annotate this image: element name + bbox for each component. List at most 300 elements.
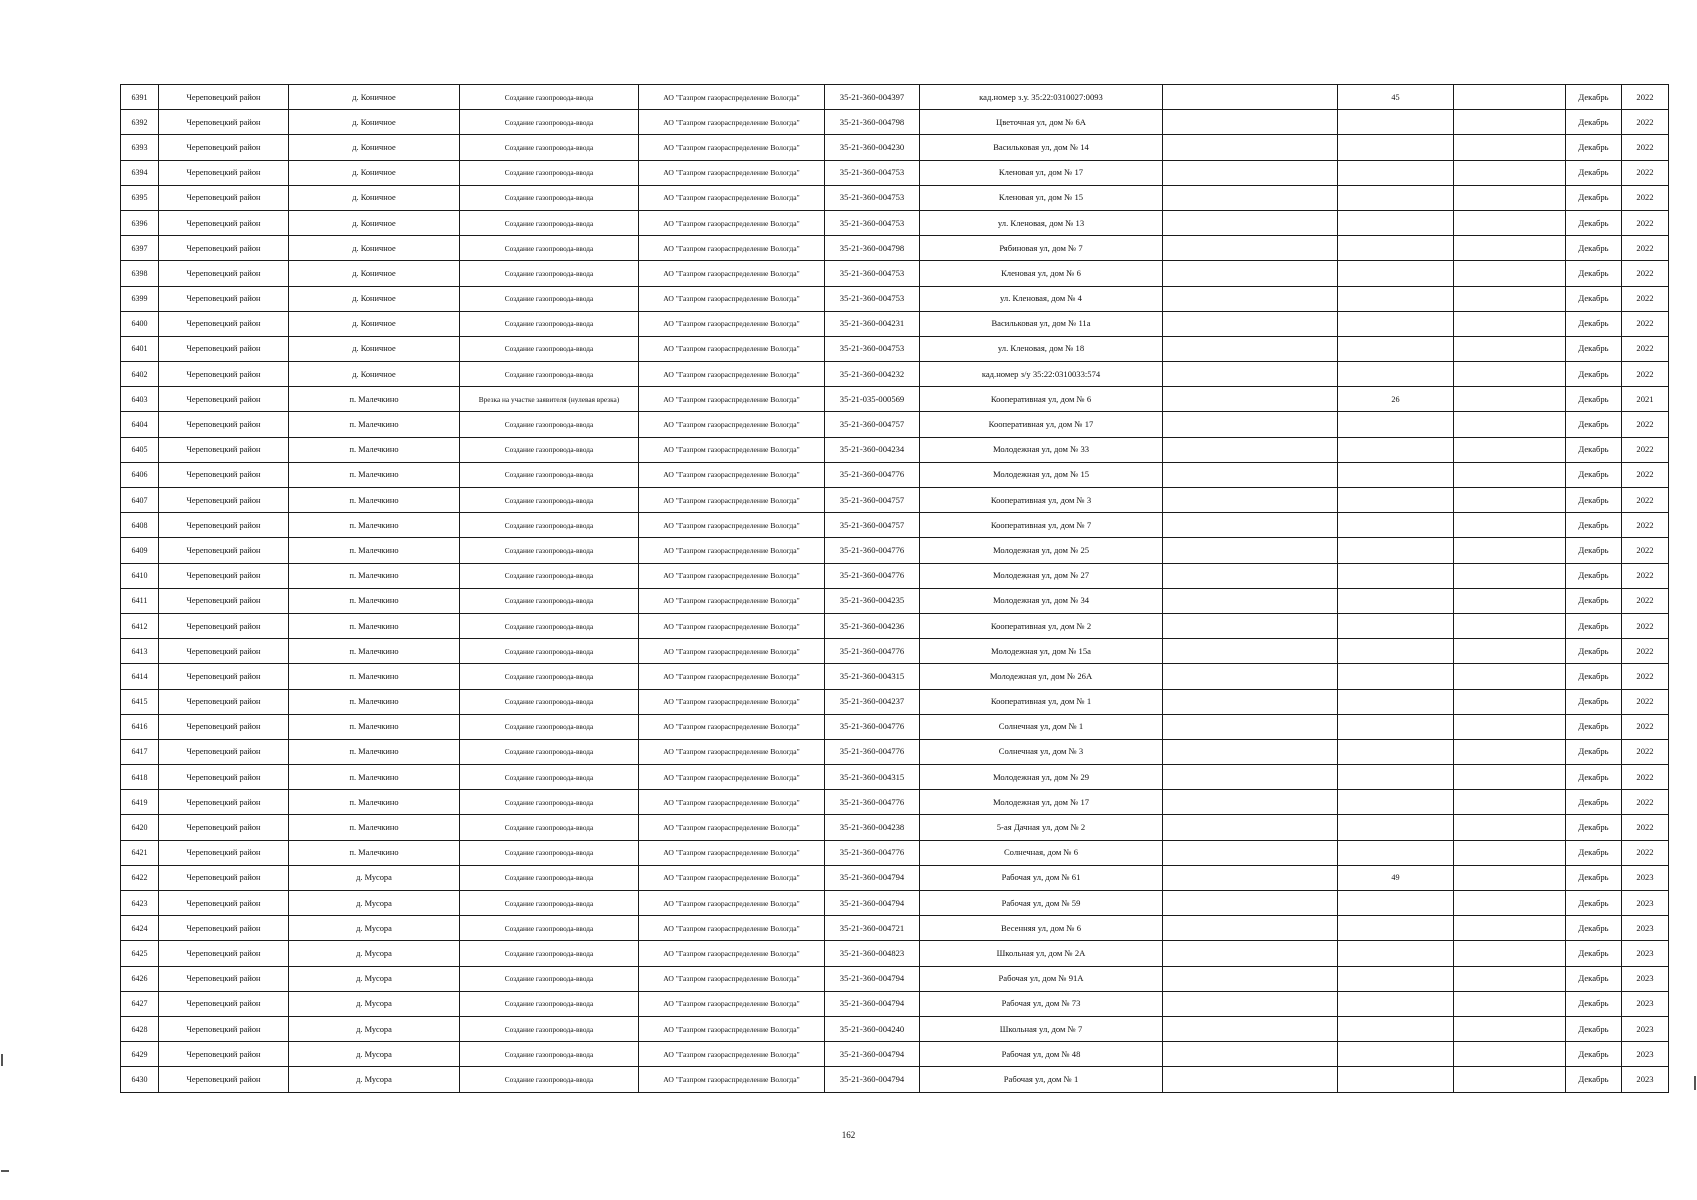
table-row: [121, 639, 1669, 664]
cadastral-number-cell: 35-21-360-004794: [825, 1067, 920, 1092]
work-type-cell: Создание газопровода-ввода: [460, 135, 639, 160]
row-id-cell: 6418: [121, 765, 159, 790]
table-row: [121, 286, 1669, 311]
month-cell: Декабрь: [1566, 362, 1622, 387]
address-cell: Весенняя ул, дом № 6: [920, 916, 1163, 941]
address-cell: кад.номер з/у 35:22:0310033:574: [920, 362, 1163, 387]
district-cell: Череповецкий район: [159, 412, 289, 437]
count-cell: [1338, 1016, 1454, 1041]
month-cell: Декабрь: [1566, 462, 1622, 487]
row-id-cell: 6429: [121, 1042, 159, 1067]
year-cell: 2022: [1622, 689, 1669, 714]
table-row: [121, 840, 1669, 865]
work-type-cell: Создание газопровода-ввода: [460, 613, 639, 638]
address-cell: Молодежная ул, дом № 15а: [920, 639, 1163, 664]
address-cell: Школьная ул, дом № 2А: [920, 941, 1163, 966]
table-row: [121, 765, 1669, 790]
year-cell: 2022: [1622, 286, 1669, 311]
work-type-cell: Врезка на участке заявителя (нулевая врезка): [460, 387, 639, 412]
operator-cell: АО "Газпром газораспределение Вологда": [639, 311, 825, 336]
table-row: [121, 261, 1669, 286]
month-cell: Декабрь: [1566, 966, 1622, 991]
count-cell: [1338, 739, 1454, 764]
cadastral-number-cell: 35-21-360-004776: [825, 739, 920, 764]
operator-cell: АО "Газпром газораспределение Вологда": [639, 462, 825, 487]
empty-cell: [1163, 865, 1338, 890]
empty-cell: [1454, 790, 1566, 815]
locality-cell: п. Малечкино: [289, 437, 460, 462]
operator-cell: АО "Газпром газораспределение Вологда": [639, 336, 825, 361]
month-cell: Декабрь: [1566, 135, 1622, 160]
district-cell: Череповецкий район: [159, 689, 289, 714]
work-type-cell: Создание газопровода-ввода: [460, 336, 639, 361]
table-row: [121, 815, 1669, 840]
row-id-cell: 6417: [121, 739, 159, 764]
table-row: [121, 941, 1669, 966]
empty-cell: [1163, 714, 1338, 739]
table-row: [121, 689, 1669, 714]
address-cell: ул. Кленовая, дом № 13: [920, 210, 1163, 235]
empty-cell: [1163, 639, 1338, 664]
month-cell: Декабрь: [1566, 488, 1622, 513]
count-cell: [1338, 462, 1454, 487]
locality-cell: п. Малечкино: [289, 840, 460, 865]
district-cell: Череповецкий район: [159, 538, 289, 563]
empty-cell: [1163, 613, 1338, 638]
locality-cell: п. Малечкино: [289, 513, 460, 538]
locality-cell: д. Мусора: [289, 916, 460, 941]
operator-cell: АО "Газпром газораспределение Вологда": [639, 865, 825, 890]
work-type-cell: Создание газопровода-ввода: [460, 916, 639, 941]
empty-cell: [1454, 815, 1566, 840]
district-cell: Череповецкий район: [159, 110, 289, 135]
row-id-cell: 6427: [121, 991, 159, 1016]
operator-cell: АО "Газпром газораспределение Вологда": [639, 1067, 825, 1092]
empty-cell: [1163, 1042, 1338, 1067]
table-row: [121, 891, 1669, 916]
work-type-cell: Создание газопровода-ввода: [460, 588, 639, 613]
year-cell: 2022: [1622, 563, 1669, 588]
locality-cell: п. Малечкино: [289, 815, 460, 840]
year-cell: 2022: [1622, 513, 1669, 538]
table-row: [121, 865, 1669, 890]
locality-cell: д. Мусора: [289, 891, 460, 916]
work-type-cell: Создание газопровода-ввода: [460, 714, 639, 739]
locality-cell: д. Коничное: [289, 110, 460, 135]
district-cell: Череповецкий район: [159, 135, 289, 160]
year-cell: 2023: [1622, 916, 1669, 941]
address-cell: Кленовая ул, дом № 17: [920, 160, 1163, 185]
empty-cell: [1454, 437, 1566, 462]
operator-cell: АО "Газпром газораспределение Вологда": [639, 639, 825, 664]
count-cell: 45: [1338, 85, 1454, 110]
count-cell: [1338, 437, 1454, 462]
address-cell: ул. Кленовая, дом № 18: [920, 336, 1163, 361]
month-cell: Декабрь: [1566, 1042, 1622, 1067]
row-id-cell: 6393: [121, 135, 159, 160]
count-cell: [1338, 588, 1454, 613]
table-row: [121, 613, 1669, 638]
table-row: [121, 966, 1669, 991]
row-id-cell: 6400: [121, 311, 159, 336]
operator-cell: АО "Газпром газораспределение Вологда": [639, 286, 825, 311]
month-cell: Декабрь: [1566, 941, 1622, 966]
row-id-cell: 6394: [121, 160, 159, 185]
empty-cell: [1163, 362, 1338, 387]
count-cell: [1338, 966, 1454, 991]
district-cell: Череповецкий район: [159, 286, 289, 311]
locality-cell: п. Малечкино: [289, 639, 460, 664]
address-cell: Кленовая ул, дом № 6: [920, 261, 1163, 286]
work-type-cell: Создание газопровода-ввода: [460, 765, 639, 790]
address-cell: Солнечная ул, дом № 1: [920, 714, 1163, 739]
empty-cell: [1163, 336, 1338, 361]
operator-cell: АО "Газпром газораспределение Вологда": [639, 437, 825, 462]
district-cell: Череповецкий район: [159, 714, 289, 739]
address-cell: Кооперативная ул, дом № 7: [920, 513, 1163, 538]
work-type-cell: Создание газопровода-ввода: [460, 563, 639, 588]
cadastral-number-cell: 35-21-360-004315: [825, 664, 920, 689]
row-id-cell: 6421: [121, 840, 159, 865]
district-cell: Череповецкий район: [159, 664, 289, 689]
empty-cell: [1454, 689, 1566, 714]
empty-cell: [1163, 286, 1338, 311]
row-id-cell: 6395: [121, 185, 159, 210]
count-cell: [1338, 916, 1454, 941]
district-cell: Череповецкий район: [159, 513, 289, 538]
empty-cell: [1454, 160, 1566, 185]
work-type-cell: Создание газопровода-ввода: [460, 790, 639, 815]
cadastral-number-cell: 35-21-360-004823: [825, 941, 920, 966]
year-cell: 2022: [1622, 613, 1669, 638]
month-cell: Декабрь: [1566, 739, 1622, 764]
district-cell: Череповецкий район: [159, 362, 289, 387]
table-row: [121, 110, 1669, 135]
count-cell: [1338, 135, 1454, 160]
operator-cell: АО "Газпром газораспределение Вологда": [639, 966, 825, 991]
address-cell: Солнечная ул, дом № 3: [920, 739, 1163, 764]
count-cell: [1338, 613, 1454, 638]
empty-cell: [1163, 790, 1338, 815]
month-cell: Декабрь: [1566, 160, 1622, 185]
locality-cell: д. Коничное: [289, 135, 460, 160]
empty-cell: [1163, 840, 1338, 865]
empty-cell: [1454, 210, 1566, 235]
district-cell: Череповецкий район: [159, 85, 289, 110]
empty-cell: [1454, 613, 1566, 638]
empty-cell: [1163, 966, 1338, 991]
operator-cell: АО "Газпром газораспределение Вологда": [639, 689, 825, 714]
left-edge-mark: [1, 1054, 3, 1066]
empty-cell: [1163, 185, 1338, 210]
month-cell: Декабрь: [1566, 286, 1622, 311]
district-cell: Череповецкий район: [159, 488, 289, 513]
district-cell: Череповецкий район: [159, 639, 289, 664]
locality-cell: п. Малечкино: [289, 488, 460, 513]
cadastral-number-cell: 35-21-360-004234: [825, 437, 920, 462]
empty-cell: [1454, 941, 1566, 966]
row-id-cell: 6404: [121, 412, 159, 437]
district-cell: Череповецкий район: [159, 891, 289, 916]
district-cell: Череповецкий район: [159, 815, 289, 840]
empty-cell: [1454, 865, 1566, 890]
operator-cell: АО "Газпром газораспределение Вологда": [639, 1042, 825, 1067]
month-cell: Декабрь: [1566, 714, 1622, 739]
work-type-cell: Создание газопровода-ввода: [460, 865, 639, 890]
address-cell: Молодежная ул, дом № 27: [920, 563, 1163, 588]
locality-cell: п. Малечкино: [289, 462, 460, 487]
operator-cell: АО "Газпром газораспределение Вологда": [639, 739, 825, 764]
district-cell: Череповецкий район: [159, 840, 289, 865]
month-cell: Декабрь: [1566, 664, 1622, 689]
address-cell: Молодежная ул, дом № 25: [920, 538, 1163, 563]
locality-cell: д. Коничное: [289, 160, 460, 185]
address-cell: Кооперативная ул, дом № 3: [920, 488, 1163, 513]
empty-cell: [1163, 891, 1338, 916]
month-cell: Декабрь: [1566, 765, 1622, 790]
locality-cell: д. Мусора: [289, 1067, 460, 1092]
count-cell: [1338, 563, 1454, 588]
operator-cell: АО "Газпром газораспределение Вологда": [639, 941, 825, 966]
year-cell: 2023: [1622, 1042, 1669, 1067]
operator-cell: АО "Газпром газораспределение Вологда": [639, 110, 825, 135]
address-cell: Васильковая ул, дом № 14: [920, 135, 1163, 160]
month-cell: Декабрь: [1566, 261, 1622, 286]
table-row: [121, 462, 1669, 487]
locality-cell: д. Коничное: [289, 261, 460, 286]
empty-cell: [1163, 261, 1338, 286]
address-cell: Кооперативная ул, дом № 2: [920, 613, 1163, 638]
district-cell: Череповецкий район: [159, 437, 289, 462]
year-cell: 2022: [1622, 85, 1669, 110]
row-id-cell: 6408: [121, 513, 159, 538]
address-cell: Кооперативная ул, дом № 6: [920, 387, 1163, 412]
district-cell: Череповецкий район: [159, 865, 289, 890]
cadastral-number-cell: 35-21-360-004721: [825, 916, 920, 941]
empty-cell: [1163, 311, 1338, 336]
table-row: [121, 1067, 1669, 1092]
address-cell: Молодежная ул, дом № 17: [920, 790, 1163, 815]
operator-cell: АО "Газпром газораспределение Вологда": [639, 840, 825, 865]
district-cell: Череповецкий район: [159, 185, 289, 210]
address-cell: Молодежная ул, дом № 34: [920, 588, 1163, 613]
year-cell: 2022: [1622, 236, 1669, 261]
locality-cell: д. Коничное: [289, 236, 460, 261]
count-cell: [1338, 991, 1454, 1016]
year-cell: 2022: [1622, 664, 1669, 689]
work-type-cell: Создание газопровода-ввода: [460, 538, 639, 563]
operator-cell: АО "Газпром газораспределение Вологда": [639, 261, 825, 286]
district-cell: Череповецкий район: [159, 563, 289, 588]
count-cell: [1338, 714, 1454, 739]
work-type-cell: Создание газопровода-ввода: [460, 160, 639, 185]
work-type-cell: Создание газопровода-ввода: [460, 210, 639, 235]
cadastral-number-cell: 35-21-360-004397: [825, 85, 920, 110]
district-cell: Череповецкий район: [159, 941, 289, 966]
empty-cell: [1163, 941, 1338, 966]
count-cell: [1338, 286, 1454, 311]
row-id-cell: 6409: [121, 538, 159, 563]
operator-cell: АО "Газпром газораспределение Вологда": [639, 815, 825, 840]
month-cell: Декабрь: [1566, 588, 1622, 613]
work-type-cell: Создание газопровода-ввода: [460, 966, 639, 991]
year-cell: 2022: [1622, 739, 1669, 764]
empty-cell: [1163, 916, 1338, 941]
address-cell: Молодежная ул, дом № 26А: [920, 664, 1163, 689]
table-row: [121, 538, 1669, 563]
count-cell: [1338, 412, 1454, 437]
work-type-cell: Создание газопровода-ввода: [460, 739, 639, 764]
table-row: [121, 210, 1669, 235]
empty-cell: [1454, 639, 1566, 664]
cadastral-number-cell: 35-21-360-004235: [825, 588, 920, 613]
address-cell: Кленовая ул, дом № 15: [920, 185, 1163, 210]
locality-cell: д. Мусора: [289, 966, 460, 991]
gasification-table: [120, 84, 1669, 1093]
address-cell: Рабочая ул, дом № 48: [920, 1042, 1163, 1067]
cadastral-number-cell: 35-21-360-004232: [825, 362, 920, 387]
locality-cell: п. Малечкино: [289, 689, 460, 714]
empty-cell: [1163, 488, 1338, 513]
address-cell: Васильковая ул, дом № 11а: [920, 311, 1163, 336]
empty-cell: [1163, 85, 1338, 110]
cadastral-number-cell: 35-21-360-004230: [825, 135, 920, 160]
cadastral-number-cell: 35-21-360-004237: [825, 689, 920, 714]
locality-cell: п. Малечкино: [289, 563, 460, 588]
address-cell: Школьная ул, дом № 7: [920, 1016, 1163, 1041]
year-cell: 2022: [1622, 815, 1669, 840]
address-cell: ул. Кленовая, дом № 4: [920, 286, 1163, 311]
right-edge-mark: [1694, 1076, 1696, 1090]
empty-cell: [1454, 538, 1566, 563]
table-row: [121, 412, 1669, 437]
empty-cell: [1454, 185, 1566, 210]
address-cell: Молодежная ул, дом № 15: [920, 462, 1163, 487]
empty-cell: [1163, 437, 1338, 462]
count-cell: [1338, 941, 1454, 966]
work-type-cell: Создание газопровода-ввода: [460, 639, 639, 664]
month-cell: Декабрь: [1566, 840, 1622, 865]
month-cell: Декабрь: [1566, 563, 1622, 588]
address-cell: Рабочая ул, дом № 59: [920, 891, 1163, 916]
locality-cell: д. Мусора: [289, 1016, 460, 1041]
empty-cell: [1454, 714, 1566, 739]
locality-cell: п. Малечкино: [289, 412, 460, 437]
row-id-cell: 6423: [121, 891, 159, 916]
month-cell: Декабрь: [1566, 991, 1622, 1016]
count-cell: [1338, 840, 1454, 865]
locality-cell: д. Коничное: [289, 336, 460, 361]
row-id-cell: 6430: [121, 1067, 159, 1092]
row-id-cell: 6415: [121, 689, 159, 714]
count-cell: [1338, 236, 1454, 261]
month-cell: Декабрь: [1566, 236, 1622, 261]
locality-cell: д. Коничное: [289, 311, 460, 336]
locality-cell: д. Мусора: [289, 1042, 460, 1067]
table-row: [121, 714, 1669, 739]
month-cell: Декабрь: [1566, 891, 1622, 916]
locality-cell: п. Малечкино: [289, 664, 460, 689]
cadastral-number-cell: 35-21-360-004753: [825, 160, 920, 185]
work-type-cell: Создание газопровода-ввода: [460, 815, 639, 840]
year-cell: 2022: [1622, 765, 1669, 790]
year-cell: 2021: [1622, 387, 1669, 412]
year-cell: 2022: [1622, 714, 1669, 739]
operator-cell: АО "Газпром газораспределение Вологда": [639, 387, 825, 412]
row-id-cell: 6419: [121, 790, 159, 815]
locality-cell: д. Коничное: [289, 185, 460, 210]
row-id-cell: 6412: [121, 613, 159, 638]
locality-cell: п. Малечкино: [289, 790, 460, 815]
address-cell: Кооперативная ул, дом № 17: [920, 412, 1163, 437]
row-id-cell: 6403: [121, 387, 159, 412]
locality-cell: п. Малечкино: [289, 714, 460, 739]
empty-cell: [1163, 210, 1338, 235]
district-cell: Череповецкий район: [159, 236, 289, 261]
row-id-cell: 6416: [121, 714, 159, 739]
month-cell: Декабрь: [1566, 639, 1622, 664]
month-cell: Декабрь: [1566, 311, 1622, 336]
empty-cell: [1163, 462, 1338, 487]
year-cell: 2023: [1622, 991, 1669, 1016]
empty-cell: [1454, 362, 1566, 387]
page-number: 162: [841, 1130, 856, 1140]
empty-cell: [1454, 336, 1566, 361]
month-cell: Декабрь: [1566, 185, 1622, 210]
district-cell: Череповецкий район: [159, 160, 289, 185]
locality-cell: д. Коничное: [289, 210, 460, 235]
operator-cell: АО "Газпром газораспределение Вологда": [639, 412, 825, 437]
address-cell: кад.номер з.у. 35:22:0310027:0093: [920, 85, 1163, 110]
locality-cell: п. Малечкино: [289, 538, 460, 563]
count-cell: [1338, 185, 1454, 210]
address-cell: Кооперативная ул, дом № 1: [920, 689, 1163, 714]
district-cell: Череповецкий район: [159, 462, 289, 487]
district-cell: Череповецкий район: [159, 311, 289, 336]
month-cell: Декабрь: [1566, 336, 1622, 361]
empty-cell: [1163, 991, 1338, 1016]
row-id-cell: 6422: [121, 865, 159, 890]
work-type-cell: Создание газопровода-ввода: [460, 1016, 639, 1041]
year-cell: 2022: [1622, 336, 1669, 361]
empty-cell: [1454, 588, 1566, 613]
year-cell: 2023: [1622, 865, 1669, 890]
operator-cell: АО "Газпром газораспределение Вологда": [639, 664, 825, 689]
work-type-cell: Создание газопровода-ввода: [460, 286, 639, 311]
district-cell: Череповецкий район: [159, 1016, 289, 1041]
year-cell: 2023: [1622, 966, 1669, 991]
row-id-cell: 6396: [121, 210, 159, 235]
cadastral-number-cell: 35-21-360-004757: [825, 488, 920, 513]
operator-cell: АО "Газпром газораспределение Вологда": [639, 891, 825, 916]
operator-cell: АО "Газпром газораспределение Вологда": [639, 765, 825, 790]
empty-cell: [1163, 513, 1338, 538]
work-type-cell: Создание газопровода-ввода: [460, 437, 639, 462]
count-cell: [1338, 1067, 1454, 1092]
cadastral-number-cell: 35-21-360-004776: [825, 840, 920, 865]
count-cell: [1338, 815, 1454, 840]
district-cell: Череповецкий район: [159, 387, 289, 412]
work-type-cell: Создание газопровода-ввода: [460, 362, 639, 387]
cadastral-number-cell: 35-21-360-004776: [825, 462, 920, 487]
count-cell: [1338, 110, 1454, 135]
cadastral-number-cell: 35-21-360-004753: [825, 336, 920, 361]
locality-cell: п. Малечкино: [289, 739, 460, 764]
year-cell: 2022: [1622, 639, 1669, 664]
address-cell: Рабочая ул, дом № 91А: [920, 966, 1163, 991]
address-cell: Рабочая ул, дом № 73: [920, 991, 1163, 1016]
empty-cell: [1454, 1016, 1566, 1041]
